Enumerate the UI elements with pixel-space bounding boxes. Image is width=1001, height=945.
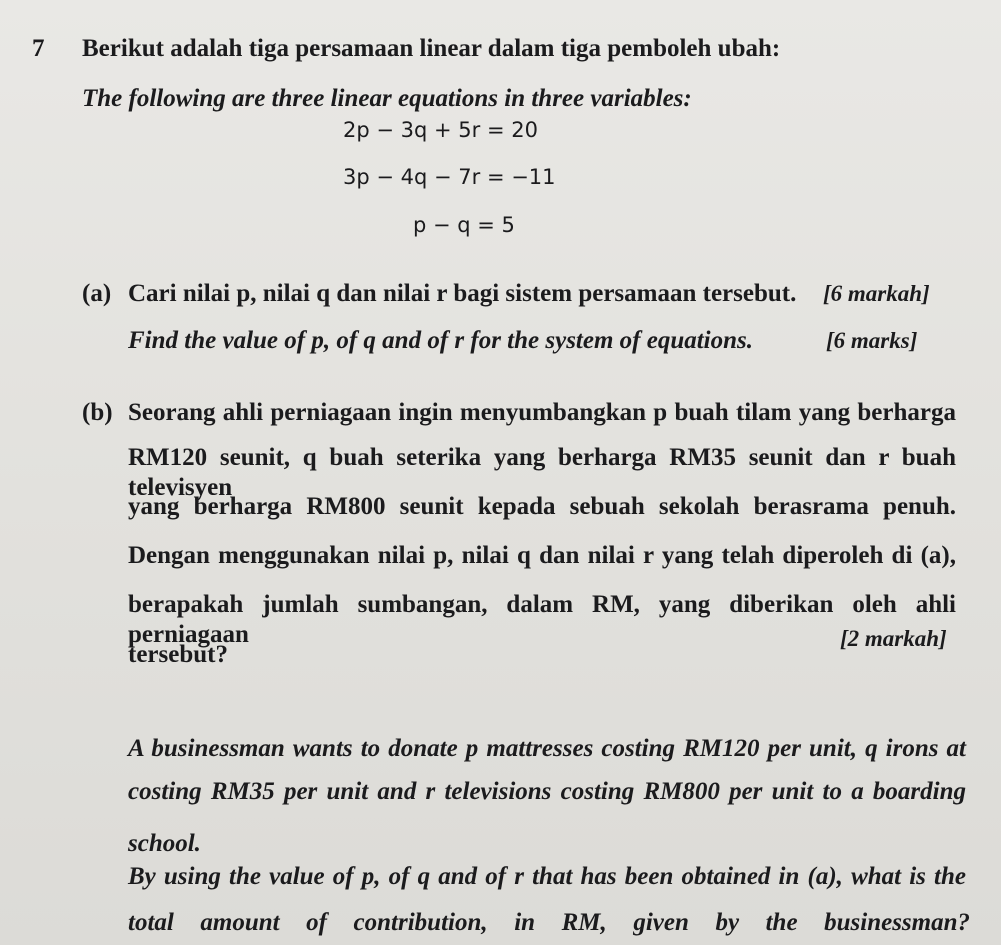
part-b-malay-line-2: RM120 seunit, q buah seterika yang berharga RM35 seunit dan r buah televisyen <box>128 444 956 501</box>
part-a-marks-malay: [6 markah] <box>823 281 930 306</box>
part-a-text-malay: Cari nilai p, nilai q dan nilai r bagi sistem persamaan tersebut. <box>128 280 797 307</box>
part-a-label: (a) <box>82 280 112 307</box>
intro-english: The following are three linear equations in three variables: <box>82 85 692 112</box>
part-b-label: (b) <box>82 399 113 426</box>
part-b-english-line-3: school. <box>128 830 201 857</box>
part-b-english-line-4: By using the value of p, of q and of r that has been obtained in (a), what is the <box>128 863 966 890</box>
part-b-english-line-2: costing RM35 per unit and r televisions costing RM800 per unit to a boarding <box>128 778 966 805</box>
question-number: 7 <box>32 35 45 62</box>
part-b-malay-line-3: yang berharga RM800 seunit kepada sebuah sekolah berasrama penuh. <box>128 493 956 520</box>
part-b-english-line-1: A businessman wants to donate p mattresses costing RM120 per unit, q irons at <box>128 735 966 762</box>
part-a-marks-english: [6 marks] <box>826 328 918 353</box>
equation-2: 3p − 4q − 7r = −11 <box>343 165 556 189</box>
part-a-text-english: Find the value of p, of q and of r for the system of equations. <box>128 327 754 354</box>
part-b-malay-line-1: Seorang ahli perniagaan ingin menyumbangkan p buah tilam yang berharga <box>128 399 956 426</box>
equation-1: 2p − 3q + 5r = 20 <box>343 118 538 142</box>
intro-malay: Berikut adalah tiga persamaan linear dalam tiga pemboleh ubah: <box>82 35 781 62</box>
part-b-english-line-5: total amount of contribution, in RM, given by the businessman? <box>128 909 970 936</box>
part-b-marks-malay: [2 markah] <box>840 626 947 651</box>
part-b-malay-line-4: Dengan menggunakan nilai p, nilai q dan nilai r yang telah diperoleh di (a), <box>128 542 956 569</box>
equation-3: p − q = 5 <box>413 213 515 237</box>
part-b-malay-line-6: tersebut? <box>128 641 228 668</box>
part-b-malay-line-5: berapakah jumlah sumbangan, dalam RM, yang diberikan oleh ahli perniagaan <box>128 591 956 648</box>
